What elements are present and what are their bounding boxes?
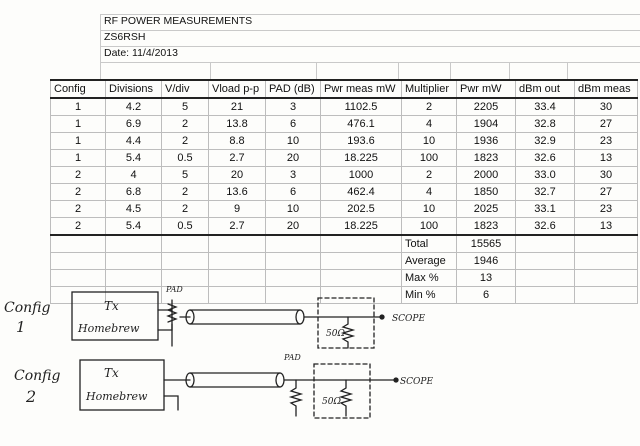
config2-number: 2 — [26, 387, 37, 406]
col-header: Config — [51, 80, 106, 98]
homebrew-label-2: Homebrew — [86, 390, 148, 403]
cell: 3 — [266, 167, 321, 184]
cell: 20 — [266, 150, 321, 167]
pad-label-1: PAD — [166, 285, 183, 294]
table-row — [51, 218, 638, 236]
table-row — [51, 167, 638, 184]
max-label: Max % — [402, 270, 457, 287]
cell: 1000 — [321, 167, 402, 184]
cell: 0.5 — [162, 218, 209, 236]
cell: 1 — [51, 116, 106, 133]
col-header: V/div — [162, 80, 209, 98]
scope-label-2: SCOPE — [400, 377, 434, 387]
col-header: Multiplier — [402, 80, 457, 98]
table-header-row — [51, 80, 638, 98]
max-value: 13 — [457, 270, 516, 287]
cell: 10 — [402, 201, 457, 218]
cell: 30 — [575, 98, 638, 116]
date: Date: 11/4/2013 — [104, 47, 178, 59]
tx-label-1: Tx — [104, 299, 119, 313]
pad-label-2: PAD — [284, 353, 301, 362]
homebrew-label-1: Homebrew — [78, 322, 140, 335]
cell: 1 — [51, 98, 106, 116]
cell: 18.225 — [321, 150, 402, 167]
cell: 23 — [575, 133, 638, 150]
cell: 27 — [575, 184, 638, 201]
cell: 1 — [51, 133, 106, 150]
cell: 2.7 — [209, 150, 266, 167]
cell: 4.5 — [106, 201, 162, 218]
min-value: 6 — [457, 287, 516, 304]
col-header: Vload p-p — [209, 80, 266, 98]
cell: 2 — [51, 201, 106, 218]
cell: 32.9 — [516, 133, 575, 150]
cell: 6.9 — [106, 116, 162, 133]
cell: 1904 — [457, 116, 516, 133]
cell: 33.0 — [516, 167, 575, 184]
table-row — [51, 235, 638, 253]
cell: 2205 — [457, 98, 516, 116]
min-label: Min % — [402, 287, 457, 304]
cell: 2 — [162, 116, 209, 133]
cell: 1 — [51, 150, 106, 167]
col-header: Divisions — [106, 80, 162, 98]
cell: 33.1 — [516, 201, 575, 218]
cell: 10 — [402, 133, 457, 150]
cell: 10 — [266, 133, 321, 150]
cell: 476.1 — [321, 116, 402, 133]
cell: 18.225 — [321, 218, 402, 236]
cell: 32.6 — [516, 150, 575, 167]
cell: 20 — [209, 167, 266, 184]
cell: 13 — [575, 218, 638, 236]
cell: 4.2 — [106, 98, 162, 116]
callsign: ZS6RSH — [104, 31, 146, 43]
cell: 1936 — [457, 133, 516, 150]
cell: 1823 — [457, 218, 516, 236]
cell: 4 — [402, 184, 457, 201]
cell: 4.4 — [106, 133, 162, 150]
cell: 100 — [402, 218, 457, 236]
cell: 21 — [209, 98, 266, 116]
cell: 2 — [51, 184, 106, 201]
cell: 2.7 — [209, 218, 266, 236]
cell: 1823 — [457, 150, 516, 167]
cell: 2 — [51, 218, 106, 236]
scope-label-1: SCOPE — [392, 314, 426, 324]
config2-label: Config — [14, 368, 61, 384]
config1-number: 1 — [16, 318, 26, 336]
cell: 32.8 — [516, 116, 575, 133]
cell: 3 — [266, 98, 321, 116]
cell: 2 — [51, 167, 106, 184]
cell: 30 — [575, 167, 638, 184]
cell: 32.7 — [516, 184, 575, 201]
coax-cable-1 — [190, 310, 300, 324]
cell: 100 — [402, 150, 457, 167]
cell: 1850 — [457, 184, 516, 201]
col-header: Pwr mW — [457, 80, 516, 98]
cell: 13.8 — [209, 116, 266, 133]
cell: 5 — [162, 98, 209, 116]
coax-cable-2 — [190, 373, 280, 387]
cell: 27 — [575, 116, 638, 133]
col-header: Pwr meas mW — [321, 80, 402, 98]
average-label: Average — [402, 253, 457, 270]
cell: 202.5 — [321, 201, 402, 218]
cell: 8.8 — [209, 133, 266, 150]
cell: 5.4 — [106, 150, 162, 167]
cell: 1102.5 — [321, 98, 402, 116]
total-value: 15565 — [457, 235, 516, 253]
load-label-2: 50Ω — [322, 397, 341, 407]
col-header: dBm out — [516, 80, 575, 98]
pad-2-resistor — [291, 380, 301, 416]
cell: 5.4 — [106, 218, 162, 236]
col-header: dBm meas — [575, 80, 638, 98]
sheet-title: RF POWER MEASUREMENTS — [104, 15, 253, 27]
cell: 4 — [106, 167, 162, 184]
total-label: Total — [402, 235, 457, 253]
average-value: 1946 — [457, 253, 516, 270]
table-row — [51, 150, 638, 167]
cell: 2000 — [457, 167, 516, 184]
cell: 6 — [266, 184, 321, 201]
table-row — [51, 98, 638, 116]
load-label-1: 50Ω — [326, 329, 345, 339]
cell: 2 — [162, 184, 209, 201]
measurements-table — [50, 79, 638, 304]
tx-label-2: Tx — [104, 366, 119, 380]
cell: 2 — [162, 201, 209, 218]
cell: 193.6 — [321, 133, 402, 150]
table-row — [51, 201, 638, 218]
cell: 2025 — [457, 201, 516, 218]
config1-label: Config — [4, 300, 51, 316]
col-header: PAD (dB) — [266, 80, 321, 98]
cell: 5 — [162, 167, 209, 184]
cell: 4 — [402, 116, 457, 133]
cell: 32.6 — [516, 218, 575, 236]
cell: 13.6 — [209, 184, 266, 201]
cell: 6.8 — [106, 184, 162, 201]
cell: 2 — [402, 98, 457, 116]
test-setup-sketch — [0, 280, 640, 446]
table-row — [51, 116, 638, 133]
cell: 9 — [209, 201, 266, 218]
cell: 33.4 — [516, 98, 575, 116]
table-row — [51, 184, 638, 201]
cell: 23 — [575, 201, 638, 218]
cell: 2 — [162, 133, 209, 150]
table-row — [51, 133, 638, 150]
cell: 13 — [575, 150, 638, 167]
load-resistor-2 — [341, 380, 351, 416]
cell: 6 — [266, 116, 321, 133]
cell: 20 — [266, 218, 321, 236]
table-row — [51, 253, 638, 270]
cell: 0.5 — [162, 150, 209, 167]
cell: 462.4 — [321, 184, 402, 201]
cell: 2 — [402, 167, 457, 184]
cell: 10 — [266, 201, 321, 218]
